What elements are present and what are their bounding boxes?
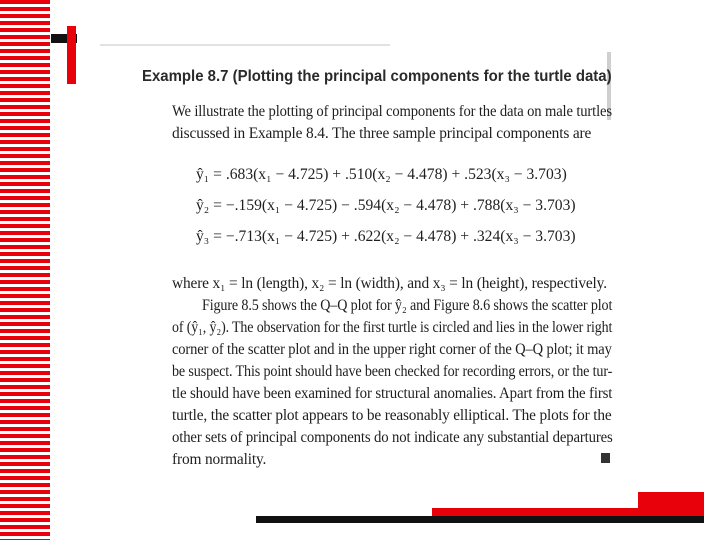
end-of-example-mark [601,453,610,463]
equation-y1: ŷ₁ = .683(x₁ − 4.725) + .510(x₂ − 4.478) + .523(x₃ − 3.703) [196,166,567,183]
equation-y2: ŷ₂ = −.159(x₁ − 4.725) − .594(x₂ − 4.478) + .788(x₃ − 3.703) [196,197,576,214]
body-line-2: of (ŷ₁, ŷ₂). The observation for the first turtle is circled and lies in the lower right [172,319,613,336]
body-line-5: tle should have been examined for structural anomalies. Apart from the first [172,385,613,402]
where-line: where x₁ = ln (length), x₂ = ln (width), and x₃ = ln (height), respectively. [172,275,607,292]
body-line-6: turtle, the scatter plot appears to be reasonably elliptical. The plots for the [172,407,612,424]
body-line-3: corner of the scatter plot and in the upper right corner of the Q–Q plot; it may [172,341,612,358]
body-line-1: Figure 8.5 shows the Q–Q plot for ŷ₂ and Figure 8.6 shows the scatter plot [202,297,613,314]
intro-line-1: We illustrate the plotting of principal components for the data on male turtles [172,103,612,120]
body-line-4: be suspect. This point should have been checked for recording errors, or the tur- [172,363,613,380]
body-line-7: other sets of principal components do not indicate any substantial departures [172,429,613,446]
example-heading: Example 8.7 (Plotting the principal components for the turtle data) [142,68,612,85]
equation-y3: ŷ₃ = −.713(x₁ − 4.725) + .622(x₂ − 4.478) + .324(x₃ − 3.703) [196,228,576,245]
body-line-8: from normality. [172,451,267,468]
intro-line-2: discussed in Example 8.4. The three sample principal components are [172,125,592,142]
